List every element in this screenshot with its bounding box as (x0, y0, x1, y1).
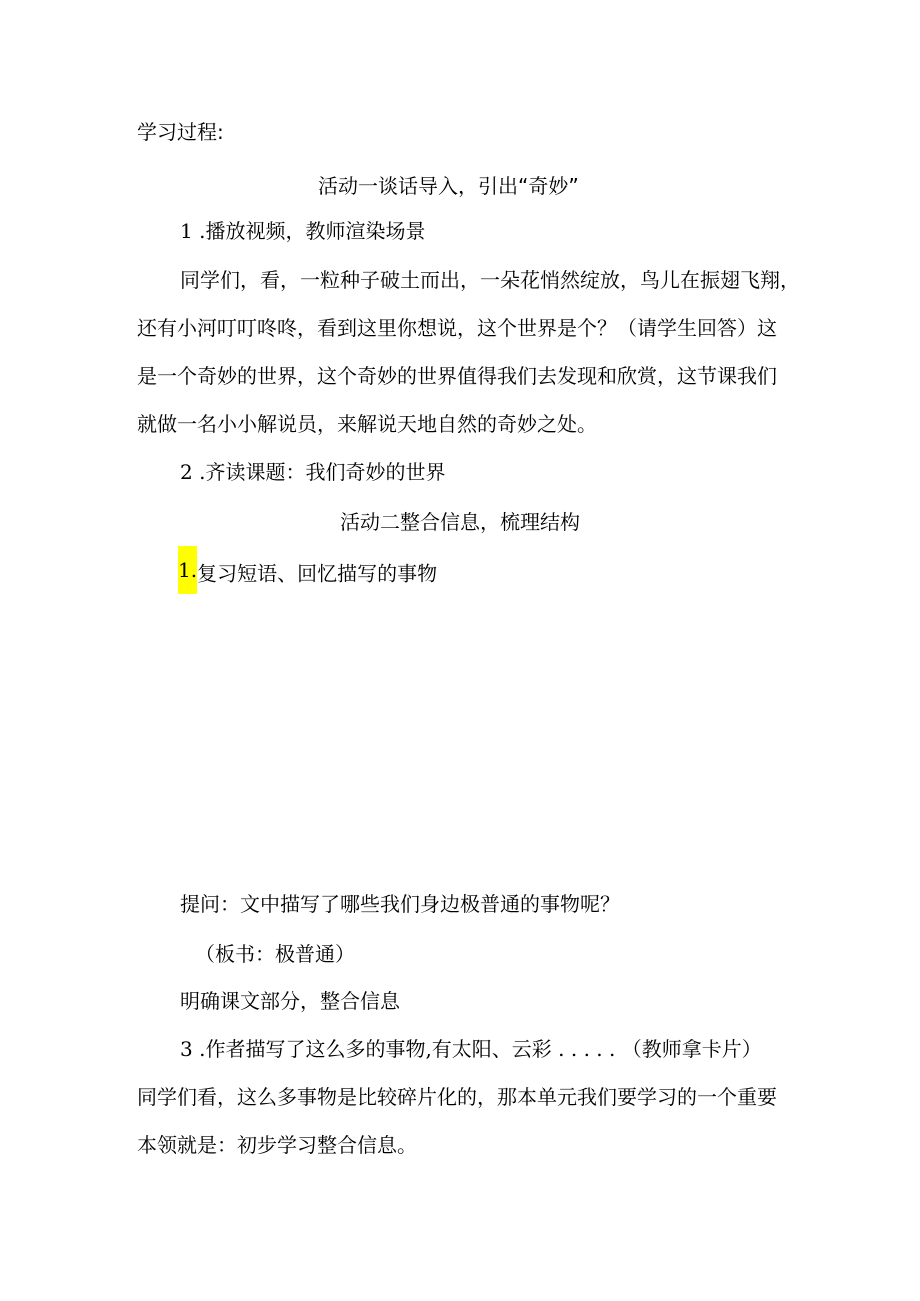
activity1-heading: 活动一谈话导入，引出“奇妙” (318, 174, 579, 198)
activity1-step1: 1 .播放视频，教师渲染场景 (180, 219, 426, 243)
activity1-step2: 2 .齐读课题：我们奇妙的世界 (180, 460, 446, 484)
activity2-step1-text: 复习短语、回忆描写的事物 (197, 561, 438, 586)
board-note: （板书：极普通） (195, 942, 355, 966)
highlighted-step-number: 1. (178, 546, 197, 594)
activity1-para-line-2: 还有小河叮叮咚咚，看到这里你想说，这个世界是个？（请学生回答）这 (137, 316, 777, 340)
activity2-para-line-2: 本领就是：初步学习整合信息。 (137, 1133, 417, 1157)
activity2-heading: 活动二整合信息，梳理结构 (340, 510, 580, 534)
activity2-step1 (178, 556, 437, 594)
activity2-step3: 3 .作者描写了这么多的事物,有太阳、云彩 . . . . . （教师拿卡片） (180, 1037, 762, 1061)
section-title: 学习过程: (137, 120, 224, 144)
activity2-para-line-1: 同学们看，这么多事物是比较碎片化的，那本单元我们要学习的一个重要 (137, 1085, 777, 1109)
activity1-para-line-3: 是一个奇妙的世界，这个奇妙的世界值得我们去发现和欣赏，这节课我们 (137, 364, 777, 388)
activity1-para-line-4: 就做一名小小解说员，来解说天地自然的奇妙之处。 (137, 412, 597, 436)
activity2-question: 提问：文中描写了哪些我们身边极普通的事物呢？ (180, 892, 620, 916)
activity2-clarify: 明确课文部分，整合信息 (180, 989, 400, 1013)
activity1-para-line-1: 同学们，看，一粒种子破土而出，一朵花悄然绽放，鸟儿在振翅飞翔， (180, 268, 800, 292)
